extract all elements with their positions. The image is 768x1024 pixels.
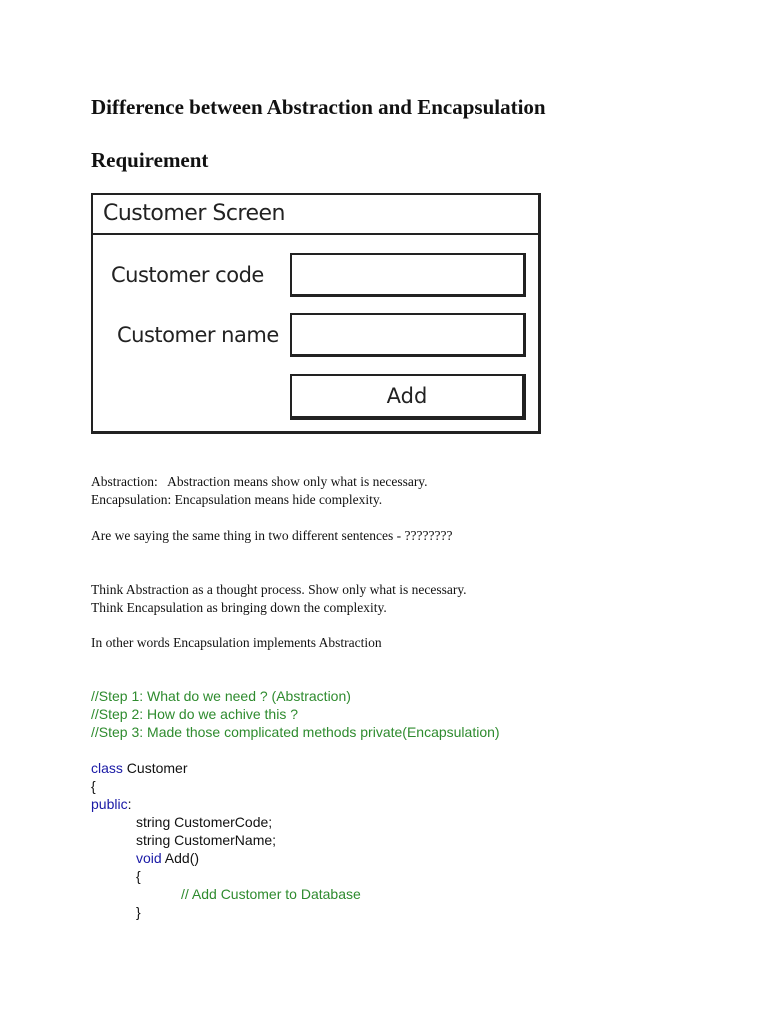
code-open-brace: { <box>91 778 96 794</box>
mockup-title: Customer Screen <box>103 201 285 226</box>
code-field-customername: string CustomerName; <box>136 832 277 848</box>
void-keyword: void <box>136 850 162 866</box>
code-method-comment: // Add Customer to Database <box>181 886 361 902</box>
code-class-line <box>91 759 187 777</box>
customer-code-input[interactable] <box>290 253 526 297</box>
code-method-line <box>136 849 199 867</box>
class-keyword: class <box>91 760 123 776</box>
customer-screen-mockup <box>91 193 541 434</box>
code-comment-step1: //Step 1: What do we need ? (Abstraction) <box>91 688 351 704</box>
summary-text: In other words Encapsulation implements Abstraction <box>91 635 382 650</box>
customer-name-label: Customer name <box>117 323 279 347</box>
method-name: Add() <box>161 850 200 866</box>
public-keyword: public <box>91 796 128 812</box>
code-method-close-brace: } <box>136 904 141 920</box>
section-heading: Requirement <box>91 148 209 172</box>
abstraction-definition: Abstraction: Abstraction means show only what is necessary. <box>91 474 428 489</box>
think-abstraction-text: Think Abstraction as a thought process. Show only what is necessary. <box>91 582 467 597</box>
code-comment-step2: //Step 2: How do we achive this ? <box>91 706 298 722</box>
customer-code-label: Customer code <box>111 263 264 287</box>
mockup-title-bar <box>93 195 538 235</box>
code-method-open-brace: { <box>136 868 141 884</box>
class-name: Customer <box>122 760 188 776</box>
think-encapsulation-text: Think Encapsulation as bringing down the complexity. <box>91 600 387 615</box>
page-title: Difference between Abstraction and Encapsulation <box>91 95 546 119</box>
code-comment-step3: //Step 3: Made those complicated methods private(Encapsulation) <box>91 724 500 740</box>
question-text: Are we saying the same thing in two different sentences - ???????? <box>91 528 453 543</box>
code-field-customercode: string CustomerCode; <box>136 814 273 830</box>
public-colon: : <box>127 796 132 812</box>
code-public-line <box>91 795 131 813</box>
customer-name-input[interactable] <box>290 313 526 357</box>
add-button[interactable]: Add <box>290 374 526 420</box>
encapsulation-definition: Encapsulation: Encapsulation means hide complexity. <box>91 492 383 507</box>
